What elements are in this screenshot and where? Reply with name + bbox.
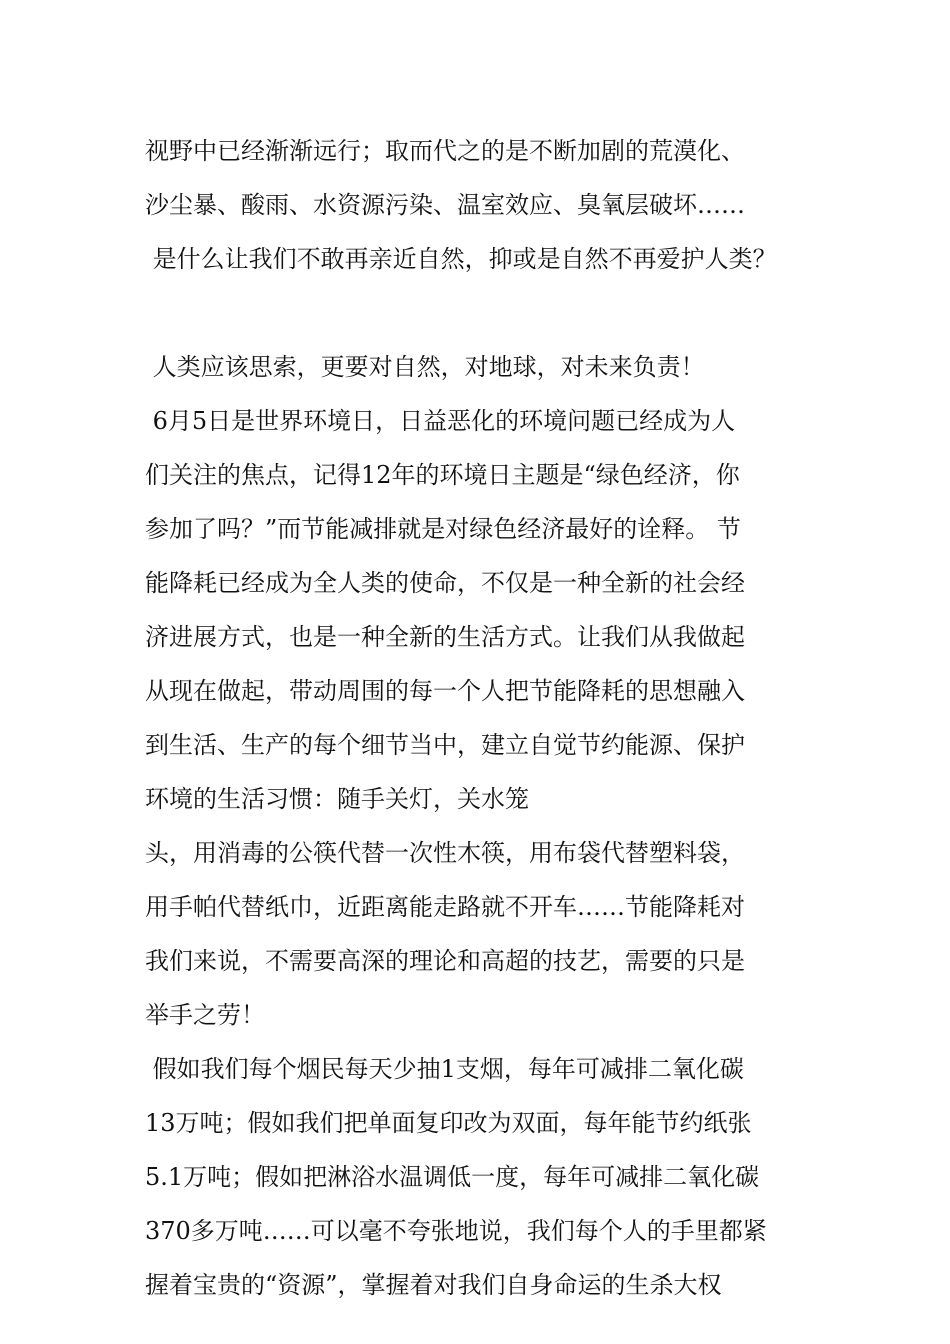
text-line: 握着宝贵的“资源”，掌握着对我们自身命运的生杀大权 bbox=[145, 1271, 722, 1299]
text-line: 们关注的焦点，记得12年的环境日主题是“绿色经济，你 bbox=[145, 461, 740, 489]
text-line: 参加了吗？”而节能减排就是对绿色经济最好的诠释。 节 bbox=[145, 515, 741, 543]
text-line: 是什么让我们不敢再亲近自然，抑或是自然不再爱护人类？ bbox=[145, 245, 777, 273]
text-line: 环境的生活习惯：随手关灯，关水笼 bbox=[145, 785, 529, 813]
text-line: 假如我们每个烟民每天少抽1支烟，每年可减排二氧化碳 bbox=[145, 1055, 744, 1083]
text-line: 从现在做起，带动周围的每一个人把节能降耗的思想融入 bbox=[145, 677, 745, 705]
text-line: 举手之劳！ bbox=[145, 1001, 265, 1029]
body-text bbox=[145, 124, 825, 1312]
text-line: 6月5日是世界环境日，日益恶化的环境问题已经成为人 bbox=[145, 407, 736, 435]
text-line: 13万吨；假如我们把单面复印改为双面，每年能节约纸张 bbox=[145, 1109, 752, 1137]
text-line: 到生活、生产的每个细节当中，建立自觉节约能源、保护 bbox=[145, 731, 745, 759]
text-line: 沙尘暴、酸雨、水资源污染、温室效应、臭氧层破坏…… bbox=[145, 191, 745, 219]
text-line: 人类应该思索，更要对自然，对地球，对未来负责！ bbox=[145, 353, 705, 381]
text-line: 370多万吨……可以毫不夸张地说，我们每个人的手里都紧 bbox=[145, 1217, 767, 1245]
text-line: 能降耗已经成为全人类的使命，不仅是一种全新的社会经 bbox=[145, 569, 745, 597]
text-line: 头，用消毒的公筷代替一次性木筷，用布袋代替塑料袋， bbox=[145, 839, 745, 867]
blank-line bbox=[145, 286, 825, 340]
text-line: 用手帕代替纸巾，近距离能走路就不开车……节能降耗对 bbox=[145, 893, 745, 921]
text-line: 我们来说，不需要高深的理论和高超的技艺，需要的只是 bbox=[145, 947, 745, 975]
text-line: 济进展方式，也是一种全新的生活方式。让我们从我做起 bbox=[145, 623, 745, 651]
text-line: 5.1万吨；假如把淋浴水温调低一度，每年可减排二氧化碳 bbox=[145, 1163, 760, 1191]
text-line: 视野中已经渐渐远行；取而代之的是不断加剧的荒漠化、 bbox=[145, 137, 745, 165]
